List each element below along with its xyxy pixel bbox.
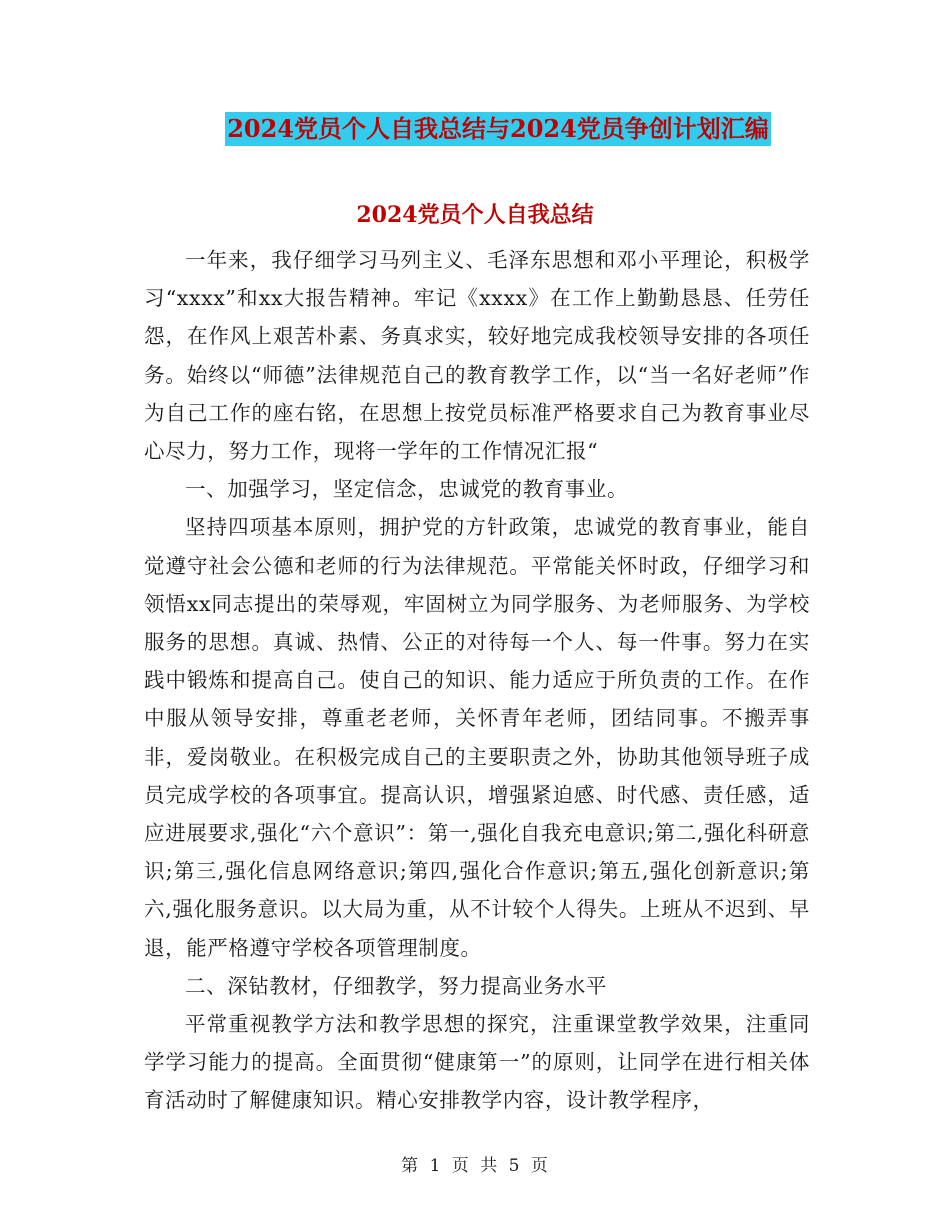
page-footer: 第 1 页 共 5 页 <box>401 1156 549 1176</box>
section-title: 2024党员个人自我总结 <box>356 202 594 228</box>
paragraph-intro: 一年来，我仔细学习马列主义、毛泽东思想和邓小平理论，积极学习“xxxx”和xx大报告精神。牢记《xxxx》在工作上勤勤恳恳、任劳任怨，在作风上艰苦朴素、务真求实，较好地完成我校领导安排的各项任务。始终以“师德”法律规范自己的教育教学工作，以“当一名好老师”作为自己工作的座右铭，在思想上按党员标准严格要求自己为教育事业尽心尽力，努力工作，现将一学年的工作情况汇报“ <box>144 248 810 464</box>
main-title-container <box>0 112 950 146</box>
paragraph-two: 平常重视教学方法和教学思想的探究，注重课堂教学效果，注重同学学习能力的提高。全面贯彻“健康第一”的原则，让同学在进行相关体育活动时了解健康知识。精心安排教学内容，设计教学程序， <box>144 1012 810 1113</box>
heading-two: 二、深钻教材，仔细教学，努力提高业务水平 <box>185 973 607 998</box>
main-title: 2024党员个人自我总结与2024党员争创计划汇编 <box>225 112 771 146</box>
heading-one: 一、加强学习，坚定信念，忠诚党的教育事业。 <box>185 477 629 502</box>
body-text <box>144 241 810 1120</box>
paragraph-one: 坚持四项基本原则，拥护党的方针政策，忠诚党的教育事业，能自觉遵守社会公德和老师的行为法律规范。平常能关怀时政，仔细学习和领悟xx同志提出的荣辱观，牢固树立为同学服务、为老师服务、为学校服务的思想。真诚、热情、公正的对待每一个人、每一件事。努力在实践中锻炼和提高自己。使自己的知识、能力适应于所负责的工作。在作中服从领导安排，尊重老老师，关怀青年老师，团结同事。不搬弄事非，爱岗敬业。在积极完成自己的主要职责之外，协助其他领导班子成员完成学校的各项事宜。提高认识，增强紧迫感、时代感、责任感，适应进展要求,强化“六个意识”：第一,强化自我充电意识;第二,强化科研意识;第三,强化信息网络意识;第四,强化合作意识;第五,强化创新意识;第六,强化服务意识。以大局为重，从不计较个人得失。上班从不迟到、早退，能严格遵守学校各项管理制度。 <box>144 515 810 960</box>
